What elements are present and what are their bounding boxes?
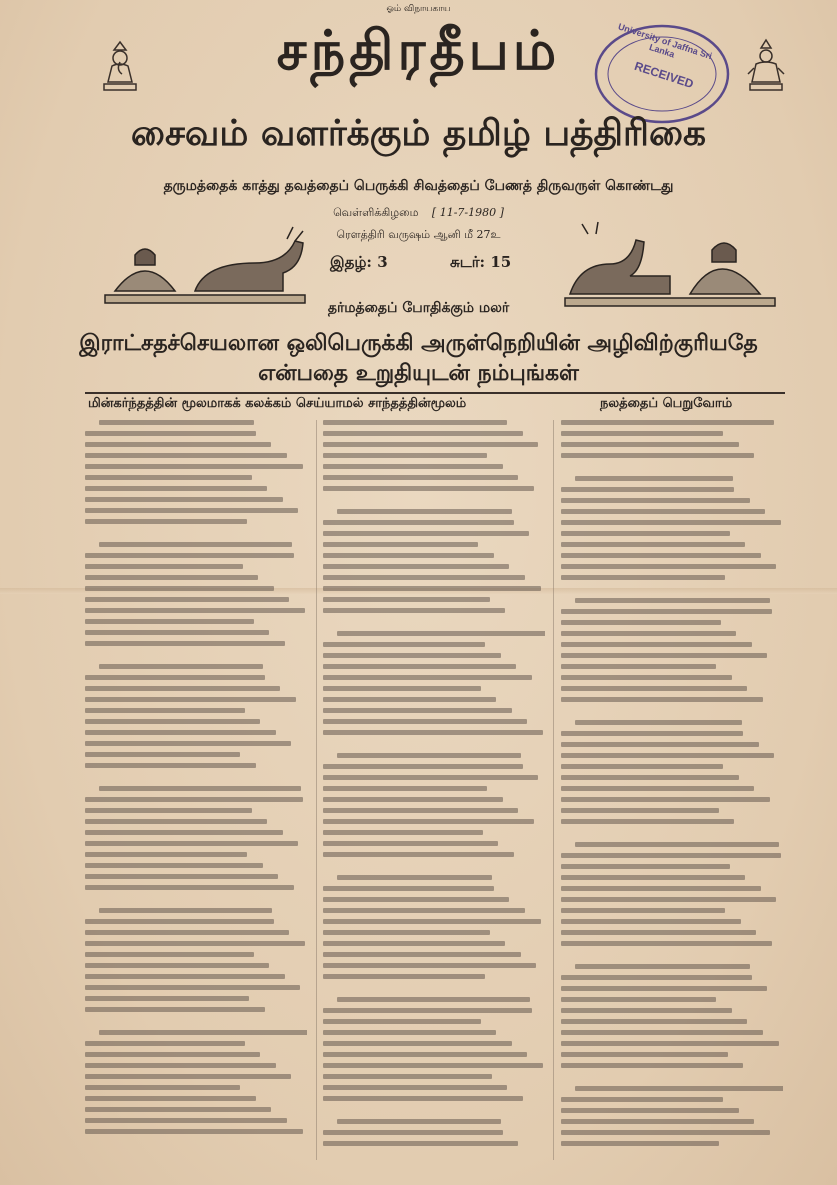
text-line-placeholder: [323, 808, 518, 813]
text-line-placeholder: [85, 508, 298, 513]
text-line-placeholder: [323, 1074, 492, 1079]
divider-rule: [85, 392, 785, 394]
text-line-placeholder: [85, 952, 254, 957]
text-line-placeholder: [561, 531, 730, 536]
article-columns: [85, 420, 785, 1160]
text-line-placeholder: [323, 1030, 496, 1035]
text-line-placeholder: [575, 964, 750, 969]
tagline: தருமத்தைக் காத்து தவத்தைப் பெருக்கி சிவத்தைப் பேணத் திருவருள் கொண்டது: [163, 178, 674, 194]
text-line-placeholder: [85, 608, 305, 613]
text-line-placeholder: [85, 431, 256, 436]
paragraph-gap: [85, 652, 307, 664]
text-line-placeholder: [575, 476, 733, 481]
text-line-placeholder: [561, 1108, 739, 1113]
issue-number: இதழ்: 3: [330, 253, 388, 271]
text-line-placeholder: [561, 453, 754, 458]
text-line-placeholder: [85, 708, 245, 713]
text-line-placeholder: [85, 841, 298, 846]
text-line-placeholder: [561, 631, 736, 636]
text-line-placeholder: [561, 997, 716, 1002]
text-line-placeholder: [323, 852, 514, 857]
text-line-placeholder: [561, 1141, 719, 1146]
text-line-placeholder: [561, 553, 761, 558]
text-line-placeholder: [323, 431, 523, 436]
text-line-placeholder: [561, 1030, 763, 1035]
text-line-placeholder: [323, 1096, 523, 1101]
text-line-placeholder: [337, 875, 492, 880]
text-line-placeholder: [99, 908, 272, 913]
text-line-placeholder: [85, 741, 291, 746]
text-line-placeholder: [323, 453, 487, 458]
text-line-placeholder: [561, 797, 770, 802]
text-line-placeholder: [575, 720, 742, 725]
text-line-placeholder: [85, 719, 260, 724]
text-line-placeholder: [561, 930, 756, 935]
text-line-placeholder: [323, 486, 534, 491]
text-line-placeholder: [323, 520, 514, 525]
text-line-placeholder: [85, 453, 287, 458]
article-column-2: [323, 420, 545, 1160]
text-line-placeholder: [323, 608, 505, 613]
text-line-placeholder: [323, 941, 505, 946]
text-line-placeholder: [323, 775, 538, 780]
text-line-placeholder: [85, 808, 252, 813]
paragraph-gap: [561, 1074, 783, 1086]
text-line-placeholder: [85, 1063, 276, 1068]
text-line-placeholder: [323, 1130, 503, 1135]
text-line-placeholder: [561, 853, 781, 858]
text-line-placeholder: [85, 619, 254, 624]
paragraph-gap: [323, 863, 545, 875]
paragraph-gap: [323, 985, 545, 997]
dateline: [0, 206, 837, 221]
text-line-placeholder: [561, 575, 725, 580]
text-line-placeholder: [323, 1141, 518, 1146]
text-line-placeholder: [323, 1041, 512, 1046]
paragraph-gap: [85, 1140, 307, 1152]
text-line-placeholder: [337, 997, 530, 1002]
section-heading-right: நலத்தைப் பெறுவோம்: [600, 396, 733, 411]
newspaper-subtitle: சைவம் வளர்க்கும் தமிழ் பத்திரிகை: [130, 112, 707, 154]
text-line-placeholder: [85, 941, 305, 946]
text-line-placeholder: [561, 919, 741, 924]
text-line-placeholder: [561, 941, 772, 946]
text-line-placeholder: [323, 420, 507, 425]
text-line-placeholder: [561, 908, 725, 913]
text-line-placeholder: [337, 509, 512, 514]
article-column-3: [561, 420, 783, 1160]
paragraph-gap: [323, 1107, 545, 1119]
text-line-placeholder: [323, 542, 478, 547]
masthead-title: சந்திரதீபம்: [276, 18, 561, 82]
paragraph-gap: [323, 619, 545, 631]
article-column-1: [85, 420, 307, 1160]
text-line-placeholder: [323, 908, 525, 913]
text-line-placeholder: [323, 675, 532, 680]
text-line-placeholder: [323, 930, 490, 935]
section-heading-left: மின்கர்ந்தத்தின் மூலமாகக் கலக்கம் செய்யாமல் சாந்தத்தின்மூலம்: [88, 396, 467, 411]
paragraph-gap: [561, 464, 783, 476]
text-line-placeholder: [561, 664, 716, 669]
text-line-placeholder: [561, 764, 723, 769]
text-line-placeholder: [575, 598, 770, 603]
text-line-placeholder: [85, 963, 269, 968]
text-line-placeholder: [561, 564, 776, 569]
text-line-placeholder: [323, 586, 541, 591]
text-line-placeholder: [85, 1085, 240, 1090]
text-line-placeholder: [561, 520, 781, 525]
text-line-placeholder: [561, 487, 734, 492]
text-line-placeholder: [85, 553, 294, 558]
text-line-placeholder: [561, 1019, 747, 1024]
text-line-placeholder: [85, 641, 285, 646]
text-line-placeholder: [323, 442, 538, 447]
text-line-placeholder: [85, 1007, 265, 1012]
dateline-date: [ 11-7-1980 ]: [431, 206, 504, 219]
text-line-placeholder: [85, 797, 303, 802]
text-line-placeholder: [323, 642, 485, 647]
text-line-placeholder: [323, 730, 543, 735]
text-line-placeholder: [85, 1118, 287, 1123]
text-line-placeholder: [323, 531, 529, 536]
text-line-placeholder: [561, 986, 767, 991]
stamp-received: RECEIVED: [632, 58, 696, 92]
text-line-placeholder: [561, 1063, 743, 1068]
text-line-placeholder: [323, 1052, 527, 1057]
text-line-placeholder: [85, 675, 265, 680]
text-line-placeholder: [323, 1063, 543, 1068]
text-line-placeholder: [85, 686, 280, 691]
text-line-placeholder: [85, 752, 240, 757]
text-line-placeholder: [85, 442, 271, 447]
text-line-placeholder: [561, 1052, 728, 1057]
text-line-placeholder: [561, 819, 734, 824]
text-line-placeholder: [323, 697, 496, 702]
text-line-placeholder: [561, 1097, 723, 1102]
text-line-placeholder: [337, 753, 521, 758]
text-line-placeholder: [99, 786, 301, 791]
text-line-placeholder: [323, 1085, 507, 1090]
text-line-placeholder: [323, 886, 494, 891]
text-line-placeholder: [85, 1052, 260, 1057]
paragraph-gap: [561, 952, 783, 964]
text-line-placeholder: [85, 996, 249, 1001]
text-line-placeholder: [337, 631, 545, 636]
text-line-placeholder: [85, 885, 294, 890]
shiva-lingam-icon: [560, 220, 780, 310]
text-line-placeholder: [323, 830, 483, 835]
text-line-placeholder: [323, 564, 509, 569]
text-line-placeholder: [561, 653, 767, 658]
text-line-placeholder: [561, 431, 723, 436]
text-line-placeholder: [323, 919, 541, 924]
text-line-placeholder: [85, 1096, 256, 1101]
text-line-placeholder: [99, 420, 254, 425]
text-line-placeholder: [85, 830, 283, 835]
text-line-placeholder: [323, 575, 525, 580]
text-line-placeholder: [561, 609, 772, 614]
text-line-placeholder: [561, 775, 739, 780]
paragraph-gap: [85, 896, 307, 908]
text-line-placeholder: [85, 863, 263, 868]
text-line-placeholder: [85, 730, 276, 735]
text-line-placeholder: [561, 1130, 770, 1135]
text-line-placeholder: [85, 819, 267, 824]
headline-line-2: என்பதை உறுதியுடன் நம்புங்கள்: [258, 360, 579, 386]
text-line-placeholder: [561, 542, 745, 547]
text-line-placeholder: [337, 1119, 501, 1124]
text-line-placeholder: [323, 786, 487, 791]
text-line-placeholder: [85, 475, 252, 480]
text-line-placeholder: [323, 653, 501, 658]
text-line-placeholder: [323, 897, 509, 902]
text-line-placeholder: [575, 1086, 783, 1091]
text-line-placeholder: [85, 1107, 271, 1112]
text-line-placeholder: [323, 819, 534, 824]
text-line-placeholder: [561, 498, 750, 503]
text-line-placeholder: [85, 974, 285, 979]
text-line-placeholder: [323, 475, 518, 480]
paragraph-gap: [323, 497, 545, 509]
text-line-placeholder: [561, 442, 739, 447]
text-line-placeholder: [85, 1041, 245, 1046]
text-line-placeholder: [85, 1074, 291, 1079]
text-line-placeholder: [561, 686, 747, 691]
headline-line-1: இராட்சதச்செயலான ஒலிபெருக்கி அருள்நெறியின் அழிவிற்குரியதே: [79, 330, 758, 356]
text-line-placeholder: [85, 697, 296, 702]
text-line-placeholder: [85, 464, 303, 469]
text-line-placeholder: [99, 664, 263, 669]
text-line-placeholder: [561, 808, 719, 813]
text-line-placeholder: [561, 1119, 754, 1124]
text-line-placeholder: [99, 1030, 307, 1035]
text-line-placeholder: [85, 486, 267, 491]
paragraph-gap: [85, 1018, 307, 1030]
text-line-placeholder: [323, 764, 523, 769]
text-line-placeholder: [561, 675, 732, 680]
year-line: ரௌத்திரி வருஷம் ஆனி மீ 27உ: [336, 228, 501, 241]
text-line-placeholder: [85, 1129, 303, 1134]
text-line-placeholder: [561, 642, 752, 647]
paragraph-gap: [561, 586, 783, 598]
text-line-placeholder: [561, 742, 759, 747]
nandi-bull-icon: [95, 225, 315, 305]
text-line-placeholder: [85, 930, 289, 935]
text-line-placeholder: [561, 1041, 779, 1046]
text-line-placeholder: [323, 664, 516, 669]
text-line-placeholder: [323, 974, 485, 979]
text-line-placeholder: [323, 963, 536, 968]
text-line-placeholder: [323, 841, 498, 846]
top-invocation: ஓம் விநாயகாய: [386, 4, 451, 14]
text-line-placeholder: [323, 708, 512, 713]
text-line-placeholder: [323, 553, 494, 558]
text-line-placeholder: [85, 985, 300, 990]
text-line-placeholder: [561, 509, 765, 514]
text-line-placeholder: [323, 719, 527, 724]
paragraph-gap: [85, 774, 307, 786]
text-line-placeholder: [561, 786, 754, 791]
paragraph-gap: [85, 530, 307, 542]
text-line-placeholder: [85, 597, 289, 602]
text-line-placeholder: [323, 464, 503, 469]
text-line-placeholder: [561, 620, 721, 625]
paragraph-gap: [323, 741, 545, 753]
volume-number: சுடர்: 15: [450, 253, 512, 271]
text-line-placeholder: [85, 564, 243, 569]
text-line-placeholder: [85, 852, 247, 857]
text-line-placeholder: [561, 875, 745, 880]
text-line-placeholder: [85, 919, 274, 924]
text-line-placeholder: [323, 1019, 481, 1024]
text-line-placeholder: [561, 975, 752, 980]
text-line-placeholder: [85, 586, 274, 591]
text-line-placeholder: [561, 697, 763, 702]
text-line-placeholder: [85, 763, 256, 768]
text-line-placeholder: [85, 497, 283, 502]
text-line-placeholder: [85, 519, 247, 524]
text-line-placeholder: [561, 731, 743, 736]
text-line-placeholder: [561, 753, 774, 758]
paragraph-gap: [561, 830, 783, 842]
text-line-placeholder: [575, 842, 779, 847]
text-line-placeholder: [561, 420, 774, 425]
text-line-placeholder: [561, 886, 761, 891]
text-line-placeholder: [323, 686, 481, 691]
text-line-placeholder: [561, 864, 730, 869]
text-line-placeholder: [85, 575, 258, 580]
text-line-placeholder: [323, 797, 503, 802]
motto: தர்மத்தைப் போதிக்கும் மலர்: [327, 300, 510, 316]
text-line-placeholder: [323, 1008, 532, 1013]
text-line-placeholder: [561, 897, 776, 902]
text-line-placeholder: [323, 952, 521, 957]
text-line-placeholder: [85, 630, 269, 635]
dateline-day: வெள்ளிக்கிழமை: [333, 206, 419, 219]
paragraph-gap: [561, 708, 783, 720]
text-line-placeholder: [561, 1008, 732, 1013]
text-line-placeholder: [99, 542, 292, 547]
text-line-placeholder: [85, 874, 278, 879]
text-line-placeholder: [323, 597, 490, 602]
stamp-university: University of Jaffna Sri Lanka: [616, 21, 714, 62]
